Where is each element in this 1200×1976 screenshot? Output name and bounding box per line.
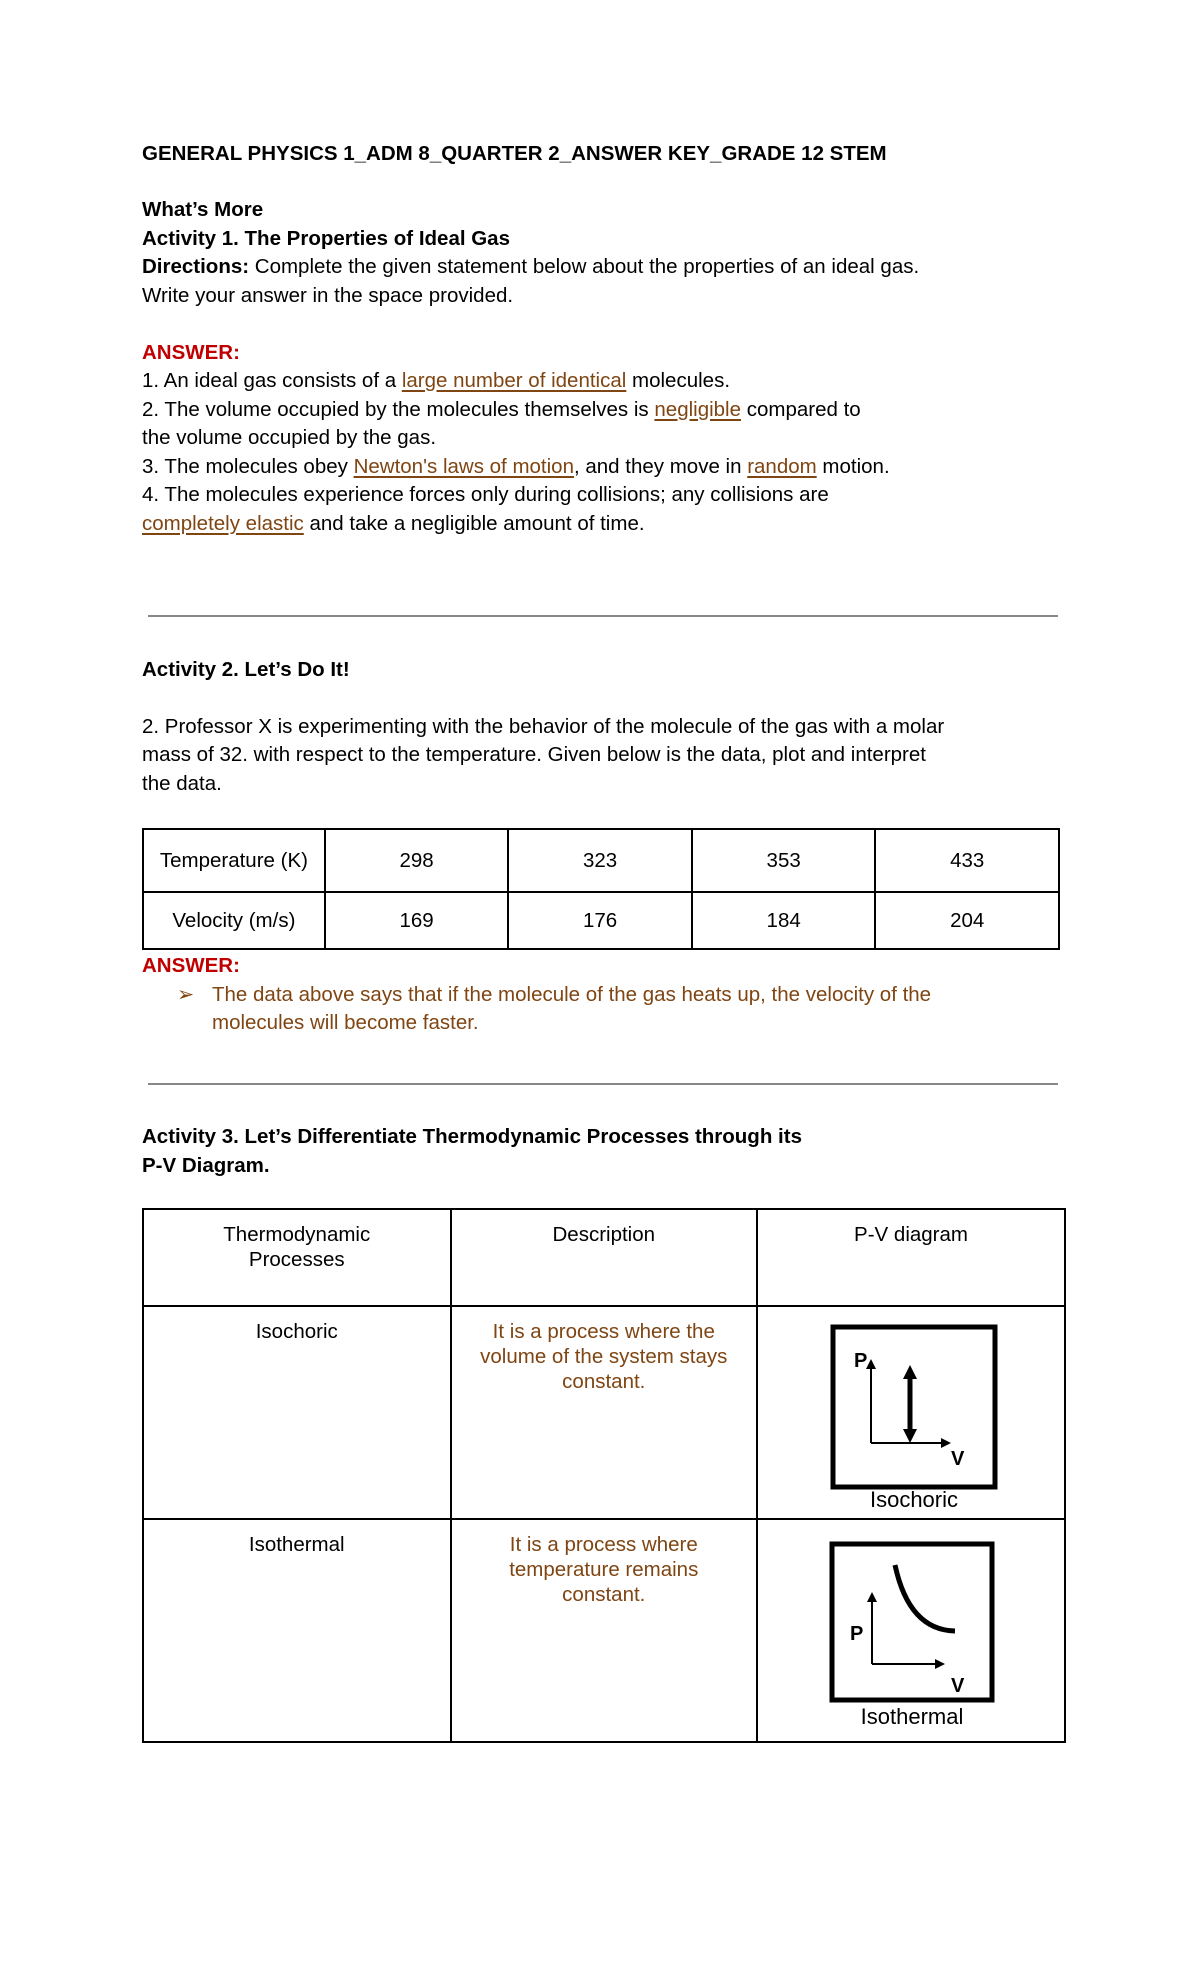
- pv-diagram-cell: [757, 1306, 1065, 1519]
- directions-text: Complete the given statement below about the properties of an ideal gas.: [249, 255, 920, 278]
- pv-diagram-cell: [757, 1519, 1065, 1742]
- answer-item-4: 4. The molecules experience forces only during collisions; any collisions are: [142, 483, 829, 506]
- activity1-directions: [142, 253, 919, 282]
- item1-text: 1. An ideal gas consists of a: [142, 369, 402, 392]
- item4-post: and take a negligible amount of time.: [303, 512, 645, 535]
- p-axis-label: P: [850, 1623, 864, 1645]
- v-axis-label: V: [951, 1448, 965, 1470]
- activity1-title: Activity 1. The Properties of Ideal Gas: [142, 227, 510, 250]
- item2-answer: negligible: [654, 398, 742, 421]
- v-axis-arrow: [941, 1438, 951, 1448]
- row-label-velocity: Velocity (m/s): [143, 892, 325, 949]
- process-row-isothermal: [143, 1519, 1065, 1742]
- divider-2: [148, 1083, 1058, 1085]
- item3-answer-2: random: [747, 455, 817, 478]
- p-axis-label: P: [854, 1350, 868, 1372]
- item1-answer: large number of identical: [401, 369, 627, 392]
- activity2-problem-line1: 2. Professor X is experimenting with the behavior of the molecule of the gas with a molar: [142, 715, 945, 738]
- diagram-caption: Isochoric: [869, 1487, 959, 1512]
- velocity-cell: 176: [508, 892, 692, 949]
- activity3-title-line1: Activity 3. Let’s Differentiate Thermodynamic Processes through its: [142, 1125, 802, 1148]
- activity3-title-line2: P-V Diagram.: [142, 1154, 270, 1177]
- item2-post: compared to: [741, 398, 861, 421]
- process-table-header: [143, 1209, 1065, 1306]
- process-description: It is a process where temperature remains constant.: [451, 1519, 758, 1742]
- header-pv-diagram: P-V diagram: [757, 1209, 1065, 1306]
- item3-post: motion.: [816, 455, 890, 478]
- diagram-caption: Isothermal: [860, 1704, 964, 1729]
- answer-item-4-line2: [142, 510, 645, 539]
- p-axis-arrow: [867, 1592, 877, 1602]
- activity2-answer-line1: The data above says that if the molecule of the gas heats up, the velocity of the: [212, 983, 932, 1006]
- table-row-velocity: [143, 892, 1059, 949]
- activity2-answer-line2: molecules will become faster.: [212, 1011, 479, 1034]
- v-axis-arrow: [935, 1659, 945, 1669]
- process-name: Isothermal: [143, 1519, 451, 1742]
- answer-item-2: [142, 396, 861, 425]
- divider-1: [148, 615, 1058, 617]
- header-description: Description: [451, 1209, 758, 1306]
- activity2-title: Activity 2. Let’s Do It!: [142, 658, 350, 681]
- page-title: GENERAL PHYSICS 1_ADM 8_QUARTER 2_ANSWER KEY_GRADE 12 STEM: [142, 142, 887, 165]
- activity2-problem-line2: mass of 32. with respect to the temperature. Given below is the data, plot and interpret: [142, 743, 926, 766]
- velocity-cell: 204: [875, 892, 1059, 949]
- isothermal-pv-diagram: [761, 1520, 1061, 1735]
- process-name: Isochoric: [143, 1306, 451, 1519]
- activity2-problem-line3: the data.: [142, 772, 222, 795]
- item3-answer-1: Newton's laws of motion: [353, 455, 574, 478]
- velocity-cell: 169: [325, 892, 509, 949]
- table-row-temperature: [143, 829, 1059, 892]
- isochoric-arrow-up: [903, 1365, 917, 1379]
- v-axis-label: V: [951, 1675, 965, 1697]
- directions-label: Directions:: [142, 255, 250, 278]
- isochoric-arrow-down: [903, 1429, 917, 1443]
- activity2-answer-label: ANSWER:: [142, 954, 240, 977]
- activity1-directions-line2: Write your answer in the space provided.: [142, 284, 514, 307]
- answer-item-2-line2: the volume occupied by the gas.: [142, 426, 437, 449]
- temperature-cell: 433: [875, 829, 1059, 892]
- item2-text: 2. The volume occupied by the molecules themselves is: [142, 398, 655, 421]
- velocity-cell: 184: [692, 892, 876, 949]
- row-label-temperature: Temperature (K): [143, 829, 325, 892]
- item3-mid: , and they move in: [573, 455, 748, 478]
- answer-item-3: [142, 453, 890, 482]
- section-heading: What’s More: [142, 198, 264, 221]
- temperature-cell: 323: [508, 829, 692, 892]
- item4-answer: completely elastic: [142, 512, 304, 535]
- process-table: [142, 1208, 1066, 1743]
- temperature-cell: 298: [325, 829, 509, 892]
- process-description: It is a process where the volume of the system stays constant.: [451, 1306, 758, 1519]
- data-table: [142, 828, 1060, 950]
- temperature-cell: 353: [692, 829, 876, 892]
- header-processes: Thermodynamic Processes: [143, 1209, 451, 1306]
- isotherm-curve: [895, 1565, 955, 1631]
- activity1-answer-label: ANSWER:: [142, 341, 240, 364]
- diagram-frame: [832, 1544, 992, 1700]
- answer-item-1: [142, 367, 730, 396]
- isochoric-pv-diagram: [761, 1307, 1061, 1512]
- arrow-bullet-icon: ➢: [177, 983, 195, 1006]
- item1-post: molecules.: [626, 369, 731, 392]
- item3-text: 3. The molecules obey: [142, 455, 354, 478]
- p-axis-arrow: [866, 1359, 876, 1369]
- process-row-isochoric: [143, 1306, 1065, 1519]
